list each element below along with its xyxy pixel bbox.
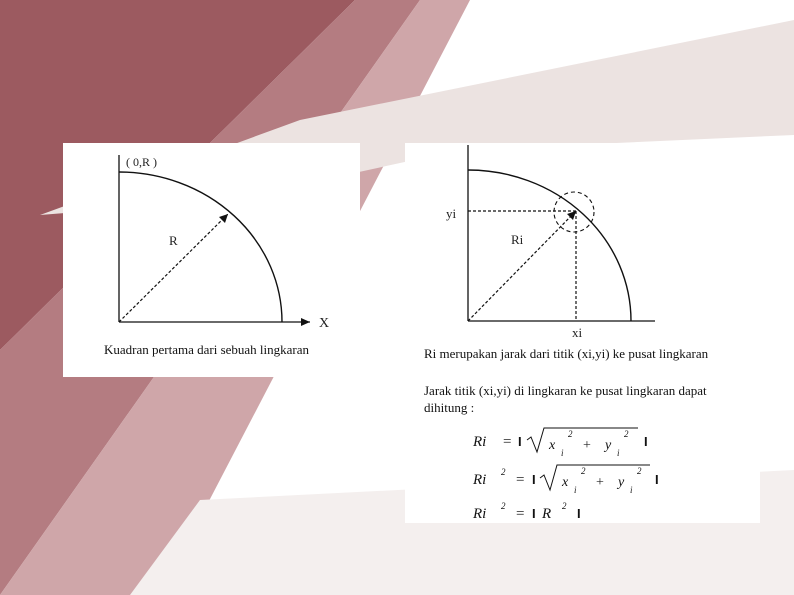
left-radius-label: R xyxy=(169,233,178,248)
eq3-bar-right: I xyxy=(577,506,581,521)
eq2-x-sup: 2 xyxy=(581,466,586,476)
eq2-x-sub: i xyxy=(574,485,577,495)
eq2-plus: + xyxy=(596,475,604,490)
eq3-lhs: Ri xyxy=(473,506,487,522)
right-ri-label: Ri xyxy=(511,232,524,247)
eq2-y-sup: 2 xyxy=(637,466,642,476)
eq3-equals: = xyxy=(516,506,525,522)
left-top-label: ( 0,R ) xyxy=(126,155,157,169)
eq2-x: x xyxy=(562,475,569,490)
paragraph-line-2: dihitung : xyxy=(424,400,475,415)
right-yi-label: yi xyxy=(446,206,457,221)
eq1-lhs: Ri xyxy=(473,434,487,450)
eq1-y-sup: 2 xyxy=(624,429,629,439)
eq1-bar-right: I xyxy=(644,434,648,449)
paragraph-line-1: Jarak titik (xi,yi) di lingkaran ke pusat lingkaran dapat xyxy=(424,383,707,398)
eq3-r: R xyxy=(542,506,552,522)
eq3-r-sup: 2 xyxy=(562,501,567,511)
eq1-y: y xyxy=(605,438,612,453)
left-caption: Kuadran pertama dari sebuah lingkaran xyxy=(104,342,310,357)
right-caption: Ri merupakan jarak dari titik (xi,yi) ke pusat lingkaran xyxy=(424,346,709,361)
left-diagram xyxy=(63,143,360,377)
eq2-equals: = xyxy=(516,472,525,488)
eq1-bar-left: I xyxy=(518,434,522,449)
left-axis-label: X xyxy=(319,316,330,331)
eq2-y-sub: i xyxy=(630,485,633,495)
eq2-y: y xyxy=(618,475,625,490)
eq1-plus: + xyxy=(583,438,591,453)
eq3-bar-left: I xyxy=(532,506,536,521)
eq2-lhs: Ri xyxy=(473,472,487,488)
eq1-x-sub: i xyxy=(561,448,564,458)
eq2-lhs-sup: 2 xyxy=(501,467,506,477)
eq1-x: x xyxy=(549,438,556,453)
eq1-y-sub: i xyxy=(617,448,620,458)
eq1-x-sup: 2 xyxy=(568,429,573,439)
eq3-lhs-sup: 2 xyxy=(501,501,506,511)
eq1-equals: = xyxy=(503,434,512,450)
eq2-bar-right: I xyxy=(655,472,659,487)
eq2-bar-left: I xyxy=(532,472,536,487)
right-xi-label: xi xyxy=(572,325,583,340)
